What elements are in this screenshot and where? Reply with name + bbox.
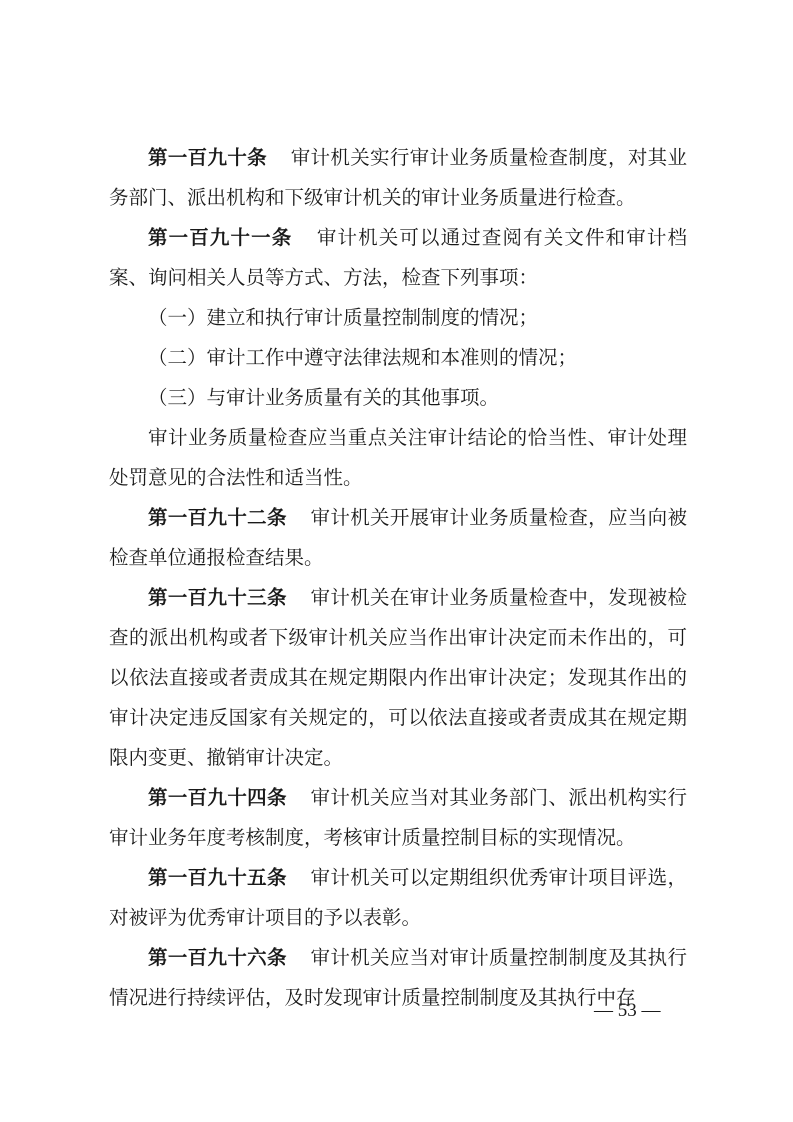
article-text: 审计机关在审计业务质量检查中，发现被检查的派出机构或者下级审计机关应当作出审计决定而未作出的，可以依法直接或者责成其在规定期限内作出审计决定；发现其作出的审计决定违反国家有关规定的，可以依法直接或者责成其在规定期限内变更、撤销审计决定。 <box>109 586 687 769</box>
article-191 <box>109 218 687 298</box>
article-number: 第一百九十一条 <box>148 226 293 249</box>
article-text: 审计机关可以定期组织优秀审计项目评选，对被评为优秀审计项目的予以表彰。 <box>109 866 687 929</box>
article-number: 第一百九十条 <box>148 146 267 169</box>
article-number: 第一百九十三条 <box>148 586 287 609</box>
article-text: 审计机关开展审计业务质量检查，应当向被检查单位通报检查结果。 <box>109 506 687 569</box>
list-item: （二）审计工作中遵守法律法规和本准则的情况； <box>148 346 578 369</box>
article-text: 审计机关应当对审计质量控制制度及其执行情况进行持续评估，及时发现审计质量控制制度及其执行中存 <box>109 946 687 1009</box>
article-number: 第一百九十二条 <box>148 506 287 529</box>
list-item: （三）与审计业务质量有关的其他事项。 <box>148 386 500 409</box>
article-191-extra: 审计业务质量检查应当重点关注审计结论的恰当性、审计处理处罚意见的合法性和适当性。 <box>109 426 687 489</box>
article-195 <box>109 858 687 938</box>
article-number: 第一百九十五条 <box>148 866 287 889</box>
article-number: 第一百九十六条 <box>148 946 287 969</box>
article-text-block <box>109 138 687 1018</box>
list-item: （一）建立和执行审计质量控制制度的情况； <box>148 306 539 329</box>
article-194 <box>109 778 687 858</box>
article-190 <box>109 138 687 218</box>
article-text: 审计机关应当对其业务部门、派出机构实行审计业务年度考核制度，考核审计质量控制目标的实现情况。 <box>109 786 687 849</box>
article-192 <box>109 498 687 578</box>
article-number: 第一百九十四条 <box>148 786 287 809</box>
article-193 <box>109 578 687 778</box>
page-number: — 53 — <box>594 1000 661 1021</box>
article-text: 审计机关实行审计业务质量检查制度，对其业务部门、派出机构和下级审计机关的审计业务质量进行检查。 <box>109 146 687 209</box>
article-text: 审计机关可以通过查阅有关文件和审计档案、询问相关人员等方式、方法，检查下列事项： <box>109 226 687 289</box>
